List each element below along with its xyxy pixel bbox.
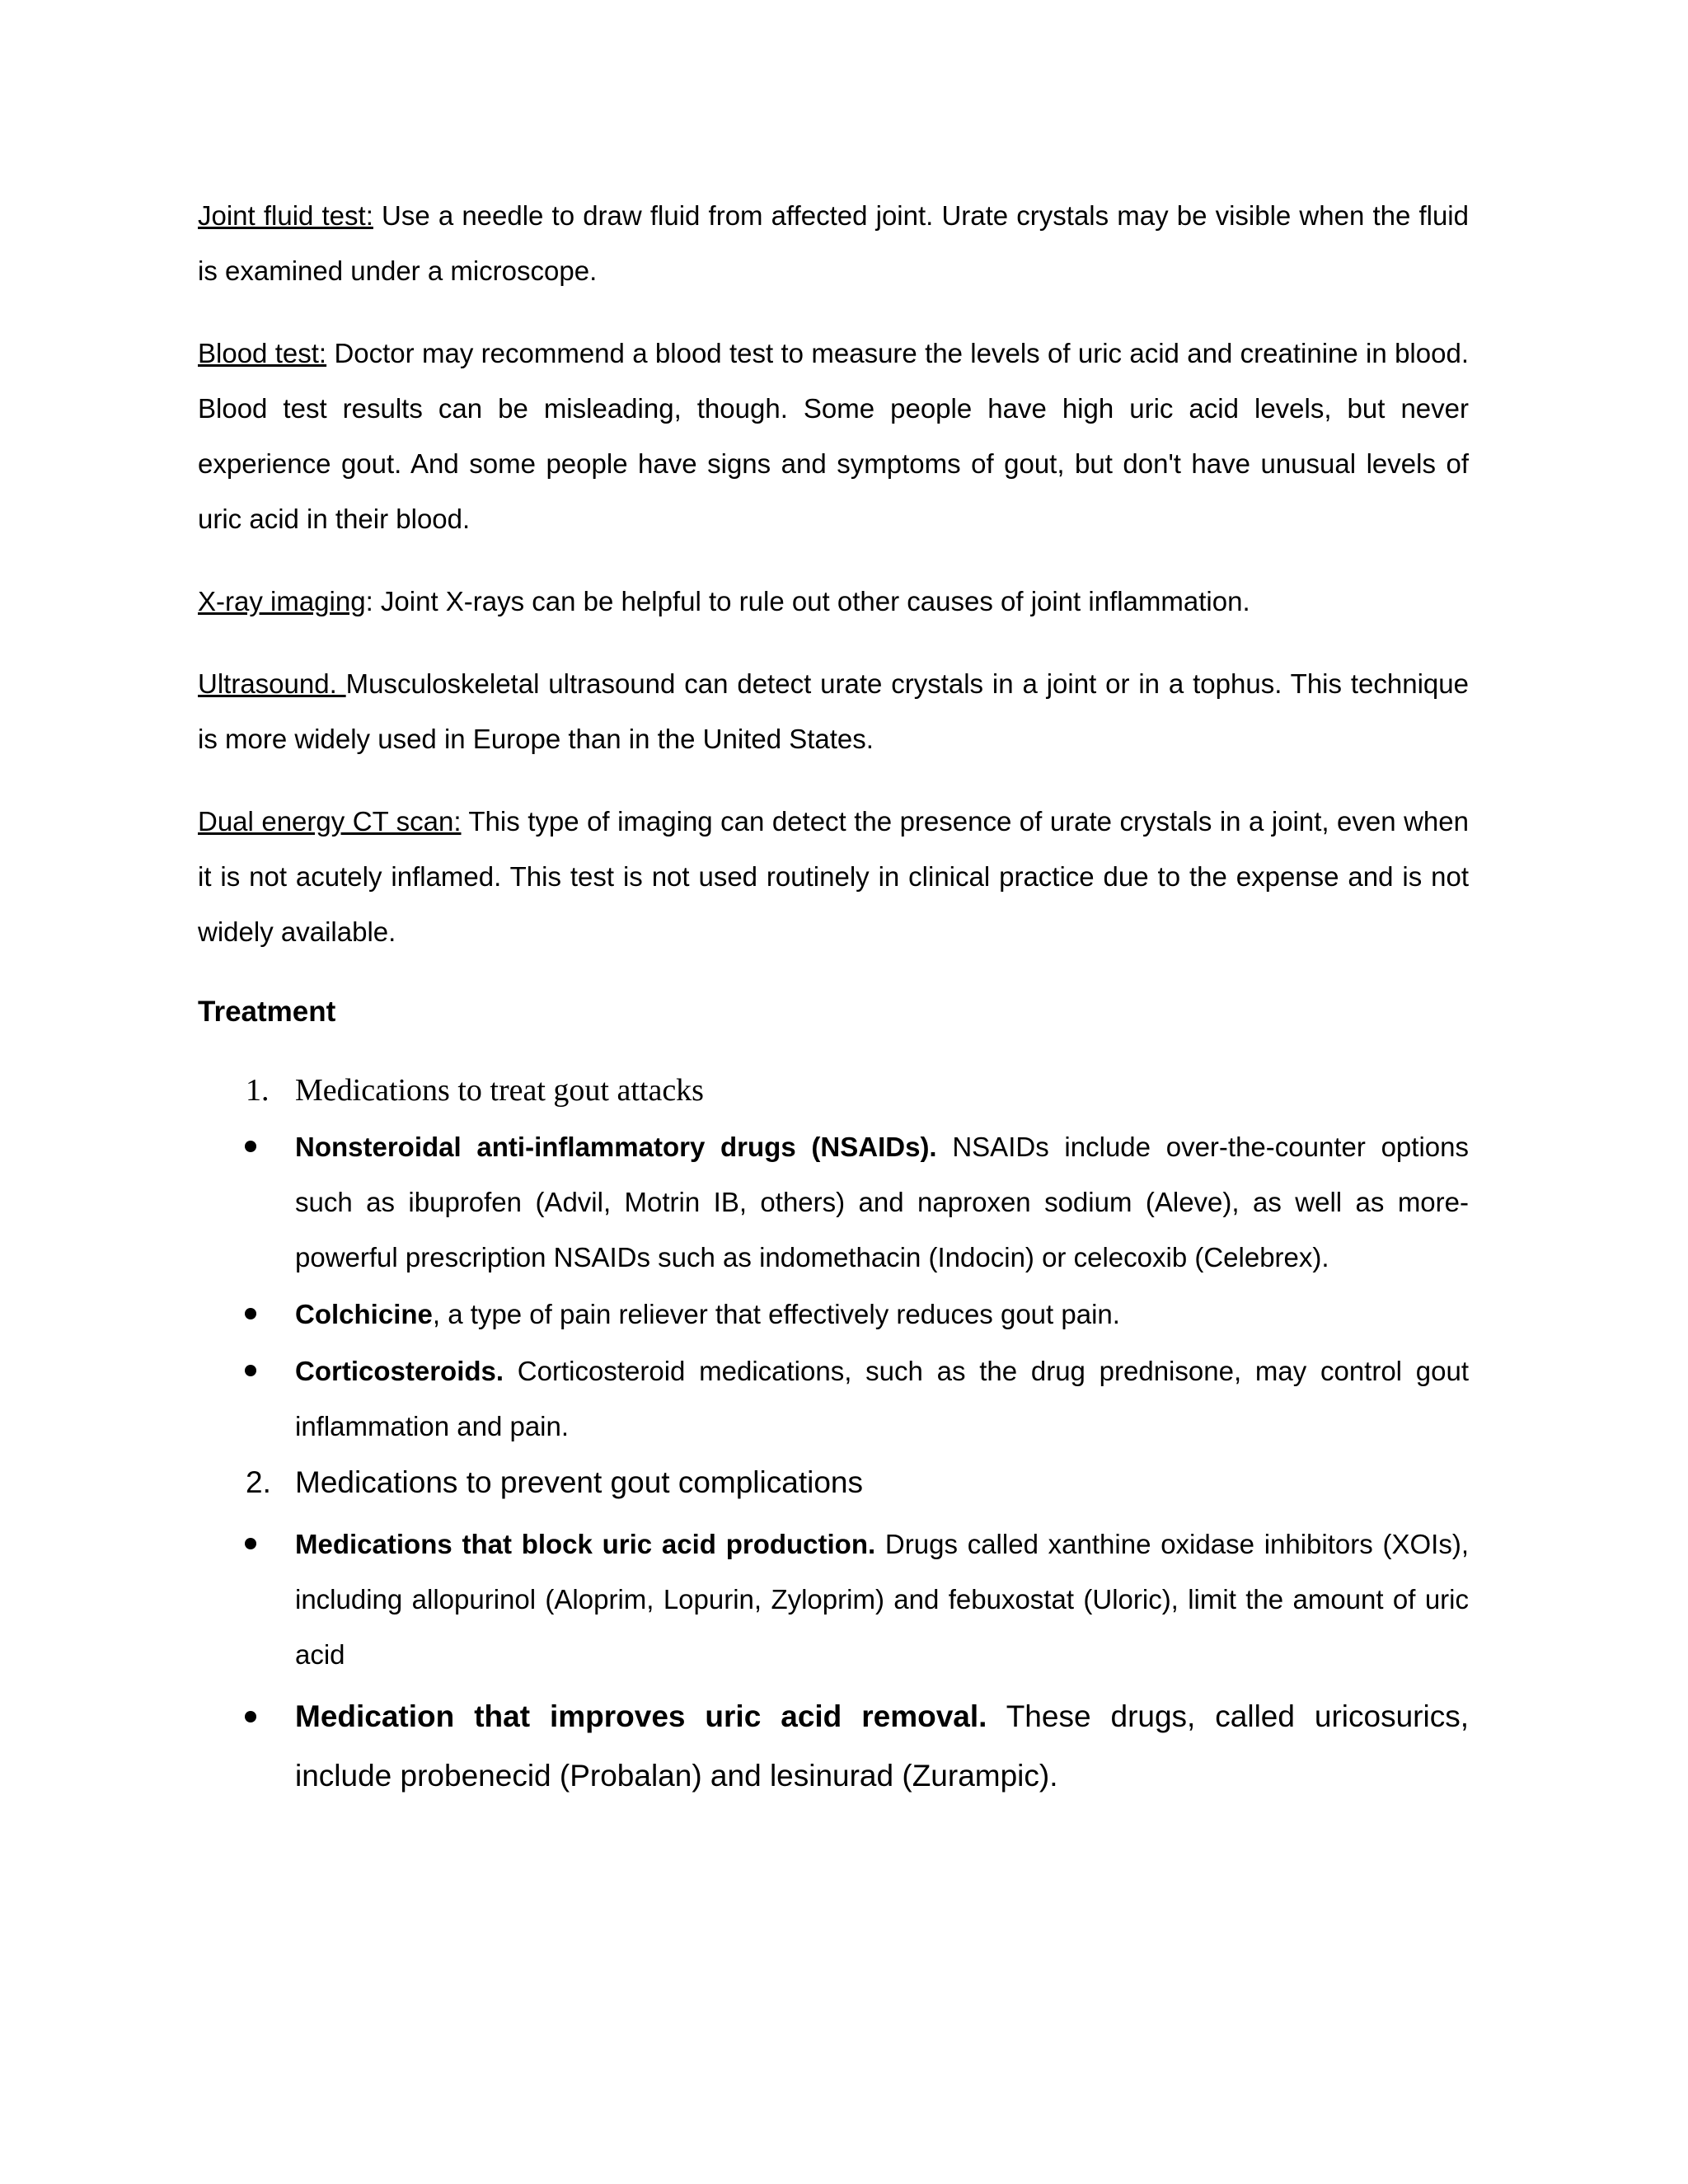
document-page	[198, 188, 1469, 1806]
diagnosis-term: Ultrasound.	[198, 668, 346, 699]
bullet-item-nsaids	[198, 1119, 1469, 1285]
diagnosis-text: Doctor may recommend a blood test to measure the levels of uric acid and creatinine in blood. Blood test results can be misleading, though. Some people have high uric acid levels, but never experience gout. And some people have signs and symptoms of gout, but don't have unusual levels of uric acid in their blood.	[198, 338, 1469, 534]
bullet-item-colchicine	[198, 1286, 1469, 1342]
ultrasound-paragraph	[198, 656, 1469, 766]
item-number: 1.	[246, 1073, 270, 1108]
bullet-bold: Medications that block uric acid production.	[295, 1529, 876, 1559]
bullet-bold: Corticosteroids.	[295, 1356, 504, 1386]
bullet-dot-icon	[245, 1365, 256, 1376]
diagnosis-term: Dual energy CT scan:	[198, 806, 462, 837]
diagnosis-text: Musculoskeletal ultrasound can detect urate crystals in a joint or in a tophus. This technique is more widely used in Europe than in the United States.	[198, 668, 1469, 754]
bullet-text: , a type of pain reliever that effectively reduces gout pain.	[432, 1299, 1120, 1329]
bullet-dot-icon	[245, 1538, 256, 1549]
diagnosis-term: Joint fluid test:	[198, 200, 373, 231]
bullet-bold: Nonsteroidal anti-inflammatory drugs (NSAIDs).	[295, 1132, 937, 1162]
item-number: 2.	[246, 1465, 271, 1499]
bullet-text: Drugs called xanthine oxidase inhibitors (XOIs), including allopurinol (Aloprim, Lopurin, Zyloprim) and febuxostat (Uloric), limit the amount of uric acid	[295, 1529, 1470, 1670]
item-title: Medications to treat gout attacks	[295, 1073, 704, 1108]
blood-test-paragraph	[198, 326, 1469, 546]
x-ray-imaging-paragraph	[198, 574, 1469, 629]
bullet-bold: Medication that improves uric acid removal.	[295, 1699, 987, 1733]
diagnosis-text: Use a needle to draw fluid from affected joint. Urate crystals may be visible when the fluid is examined under a microscope.	[198, 200, 1469, 286]
bullet-dot-icon	[245, 1141, 256, 1152]
bullet-text: These drugs, called uricosurics, include probenecid (Probalan) and lesinurad (Zurampic).	[295, 1699, 1469, 1793]
diagnosis-term: Blood test:	[198, 338, 327, 368]
bullet-dot-icon	[245, 1711, 256, 1722]
bullet-item-uric-acid-removal	[198, 1687, 1469, 1806]
item-title: Medications to prevent gout complications	[295, 1465, 863, 1499]
bullet-text: Corticosteroid medications, such as the drug prednisone, may control gout inflammation and pain.	[295, 1356, 1469, 1441]
bullet-text: NSAIDs include over-the-counter options such as ibuprofen (Advil, Motrin IB, others) and naproxen sodium (Aleve), as well as more-powerful prescription NSAIDs such as indomethacin (Indocin) or celecoxib (Celebrex).	[295, 1132, 1469, 1272]
diagnosis-term: X-ray imaging	[198, 586, 366, 616]
diagnosis-text: This type of imaging can detect the presence of urate crystals in a joint, even when it is not acutely inflamed. This test is not used routinely in clinical practice due to the expense and is not widely available.	[198, 806, 1469, 947]
dual-energy-ct-paragraph	[198, 794, 1469, 959]
diagnosis-text: : Joint X-rays can be helpful to rule out other causes of joint inflammation.	[365, 586, 1250, 616]
bullet-dot-icon	[245, 1308, 256, 1319]
bullet-bold: Colchicine	[295, 1299, 433, 1329]
treatment-heading: Treatment	[198, 996, 336, 1028]
bullet-item-block-uric-acid	[198, 1516, 1469, 1682]
numbered-item-1	[198, 1062, 1469, 1119]
bullet-item-corticosteroids	[198, 1343, 1469, 1454]
joint-fluid-test-paragraph	[198, 188, 1469, 298]
numbered-item-2	[198, 1454, 1469, 1511]
